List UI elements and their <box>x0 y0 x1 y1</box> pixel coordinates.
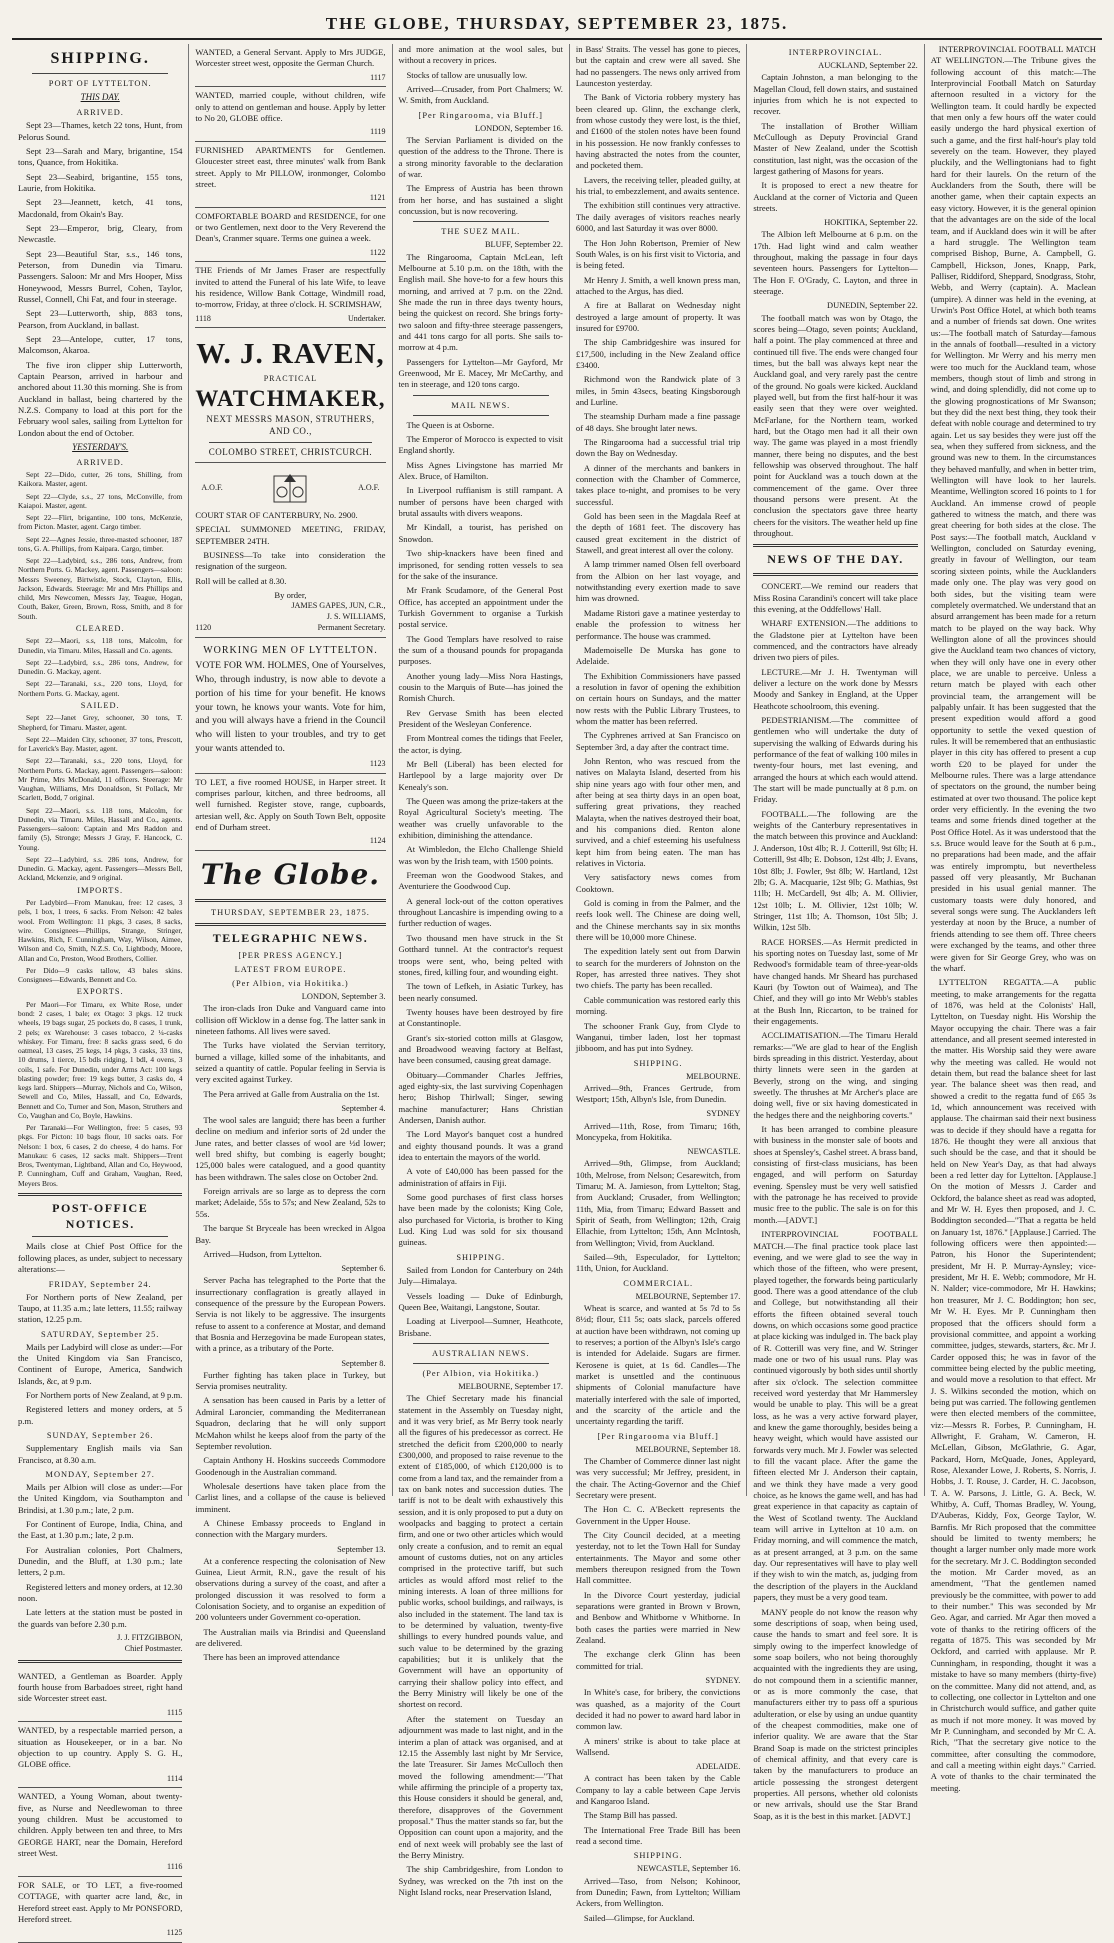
news-paragraph: Mr Kindall, a tourist, has perished on Snowdon. <box>398 522 563 544</box>
news-paragraph: The Ringarooma had a successful trial trip down the Bay on Wednesday. <box>575 437 741 459</box>
po-saturday-text-3: Registered letters and money orders, at 5 p.m. <box>18 1404 183 1426</box>
news-paragraph: Arrived—11th, Rose, from Timaru; 16th, Moncypeka, from Hokitika. <box>575 1120 741 1142</box>
mail-heading: MAIL NEWS. <box>451 400 511 410</box>
ad-text: WANTED, by a respectable married person, a situation as Housekeeper, or in a bar. No objection to up country. Apply S. G. H., GLOBE office. <box>18 1725 183 1770</box>
news-paragraph: The barque St Bryceale has been wrecked in Algoa Bay. <box>195 1223 386 1245</box>
news-paragraph: Mademoiselle De Murska has gone to Adelaide. <box>575 644 741 667</box>
news-paragraph: The Empress of Austria has been thrown from her horse, and has sustained a slight concussion, but is now recovering. <box>398 183 563 216</box>
ad-number: 1125 <box>166 1928 183 1938</box>
news-paragraph: It is proposed to erect a new theatre for Auckland at the corner of Victoria and Queen streets. <box>753 180 918 213</box>
aof-title: COURT STAR OF CANTERBURY, No. 2900. <box>195 510 358 521</box>
news-paragraph: Foreign arrivals are so large as to depress the corn market; Adelaide, 55s to 57s; and New Zealand, 52s to 55s. <box>195 1186 386 1219</box>
aus-per: (Per Albion, via Hokitika.) <box>422 1369 539 1378</box>
news-paragraph: FOOTBALL.—The following are the weights of the Canterbury representatives in the match between this province and Auckland: J. Anderson, 10st 4lb; R. J. Cotterill, 9st 6lb; H. Cotterill, 9st 4lb; E. Dobson, 12st 4lb; J. Evans, 10st 8lb; J. Fowler, 9st 8lb; W. Hartland, 12st 2lb; G. A. Macquarie, 12st 9lb; G. Mathias, 9st 11lb; H. McCardell, 9st 4lb; A. M. Ollivier, 12st 10lb; L. M. Ollivier, 12st 10lb; W. Stringer, 11st 1lb; A. Thomson, 10st 5lb; J. Wilkin, 12st 5lb. <box>753 808 918 933</box>
news-paragraph: MANY people do not know the reason why some descriptions of soap, when being used, cause the hands to smart and feel sore. It is simply owing to the imperfect knowledge of some soap boilers, who not being thoroughly acquainted with the ingredients they are using, do not compound them in a scientific manner, or as is more commonly the case, that manufacturers either try to pass off a spurious adulteration, or else by using an undue quantity of the cheapest commodities, make one of inferior quality. We are aware that the Star Brand Soap is made on the strictest principles of chemical affinity, and that every care is taken by the manufacturers to produce an article possessing the strongest detergent properties. All persons, whether old colonists or new arrivals, should use the Star Brand Soap, as it is the best in this market. [ADVT.] <box>753 1606 918 1821</box>
arrived-label: ARRIVED. <box>76 108 124 118</box>
dateline: DUNEDIN, September 22. <box>827 301 918 311</box>
news-paragraph: The ship Cambridgeshire was insured for £17,500, including in the New Zealand office £3400. <box>575 337 741 370</box>
y-arrived-label: ARRIVED. <box>76 457 124 467</box>
news-paragraph: Very satisfactory news comes from Cooktown. <box>575 872 741 894</box>
raven-line-2: AND CO., <box>269 426 312 437</box>
news-paragraph: Vessels loading — Duke of Edinburgh, Queen Bee, Waitangi, Langstone, Soutar. <box>398 1290 563 1312</box>
news-paragraph: The Servian Parliament is divided on the question of the address to the Throne. There is a strong minority favorable to the declaration of war. <box>398 134 563 179</box>
news-paragraph: A dinner of the merchants and bankers in connection with the Chamber of Commerce, takes place to-night, and promises to be very successful. <box>575 462 741 507</box>
news-paragraph: in Bass' Straits. The vessel has gone to pieces, but the captain and crew were all saved. She had no passengers. The news only arrived from Launceston yesterday. <box>575 44 741 89</box>
po-intro: Mails close at Chief Post Office for the following places, as under, subject to necessary alterations:— <box>18 1241 183 1275</box>
news-paragraph: A Chinese Embassy proceeds to England in connection with the Margary murders. <box>195 1517 386 1540</box>
ad-text: COMFORTABLE BOARD and RESIDENCE, for one or two Gentlemen, next door to the Very Reverend the Dean's, Cranmer square. Terms one guinea a week. <box>195 210 386 244</box>
masthead-title: THE GLOBE, THURSDAY, SEPTEMBER 23, 1875. <box>325 14 789 33</box>
shipping-subheading: SHIPPING. <box>456 1252 506 1262</box>
ad-text: WANTED, married couple, without children, wife only to attend on gentleman and house. Apply by letter to No 20, GLOBE office. <box>195 90 386 123</box>
sailed-label: SAILED. <box>80 700 120 710</box>
news-paragraph: LYTTELTON REGATTA.—A public meeting, to make arrangements for the regatta of 1876, was held at the Colonists' Hall, Lyttelton, on Tuesday night. His Worship the Mayor occupying the chair. There was a fair attendance, and all present seemed interested in the matter. His Worship said they were aware why the meeting was called. He would not detain them, but read the balance sheet for last year. The balance sheet was then read, and showed a credit to the regatta fund of £65 3s 1d, which announcement was received with applause. The chairman said their next business was to decide if they should have a regatta for 1876. He thought they were all anxious that such should be the case, and that it should be held on New Year's Day, as that had always been a red letter day for Lyttelton. [Applause.] On the motion of Messrs J. Carder and Ockford, the balance sheet as read was adopted, and Mr W. H. Eyes then proposed, and J. C. Boddington seconded—"That a regatta be held on January 1st, 1876." [Applause.] Carried. The following officers were then appointed:—Patron, his Honor the Superintendent; president, Mr H. P. Murray-Aynsley; vice-president, Mr H. E. Webb; commodore, Mr H. N. Nalder; vice-commodore, Mr H. Hawkins; hon treasurer, Mr J. C. Boddington; hon sec, Mr W. H. Eyes. Mr P. Cunningham then proposed that the officers should form a provisional committee, and appoint a working committee, judges, stewards, starters, &c. Mr J. Carder opposed this; he was in favor of the committee being elected by the public meeting, and would move a resolution to that effect. Mr J. S. Wilkins seconded the motion, which on being put was carried. The following gentlemen were then elected members of the committee, viz:—Messrs R. Forbes, P. Cunningham, H. Allwright, F. Graham, W. Cameron, H. McLellan, Gibson, McGlathrie, G. Agar, Packard, Horn, McQuade, Jones, Appleyard, Rose, Alexander Lowe, J. Roberts, S. Norris, J. Hobbs, J. T. Rouse, J. Carder, H. C. Jacobson, T. A. W. Parsons, J. Little, G. A. Beck, W. Whitby, A. Cuff, Thomas Bradley, W. Young, D'Auberas, Kiddy, Fox, George Taylor, W. Barnfis. Mr Rich proposed that the committee should be limited to twenty members; he thought a larger number only made more work for the secretary. Mr J. C. Boddington seconded the motion. Mr Carder moved, as an amendment, "That the gentlemen named previously be the committee, with power to add to their number." This was seconded by Mr Geo. Agar, and carried. Mr Agar then moved a vote of thanks to the retiring officers of the regatta of 1875. This was seconded by Mr Ockford, and carried with applause. Mr P. Cunningham, in responding, thought it was a mistake to have so many members (thirty-five) on the committee. Many did not attend, and, as to collecting, one collector in Lyttelton and one in Christchurch would suffice, and gather quite as much if not more money. It was moved by Mr P. Cunningham, and seconded by Mr C. A. Rich, "That the secretary give notice to the committee, after consulting the commodore, and call a meeting within eight days." Carried. A vote of thanks to the chair terminated the meeting. <box>930 977 1096 1793</box>
dateline: NEWCASTLE. <box>687 1147 741 1157</box>
news-paragraph: Mr Frank Scudamore, of the General Post Office, has accepted an appointment under the Turkish Government to organise a Turkish postal service. <box>398 585 563 630</box>
news-paragraph: Mr Bell (Liberal) has been elected for Hartlepool by a large majority over Dr Kenealy's son. <box>398 759 563 792</box>
y-arrival-item: Sept 22—Flirt, brigantine, 100 tons, McKenzie, from Picton. Master, agent. Cargo timber. <box>18 513 183 532</box>
dateline: September 8. <box>341 1358 386 1368</box>
arrival-item: Sept 23—Emperor, brig, Cleary, from Newcastle. <box>18 222 183 245</box>
news-paragraph: Captain Anthony H. Hoskins succeeds Commodore Goodenough in the Australian command. <box>195 1455 386 1477</box>
news-paragraph: A lamp trimmer named Olsen fell overboard from the Albion on her last voyage, and notwithstanding every exertion made to save him was drowned. <box>575 559 741 604</box>
news-paragraph: Another young lady—Miss Nora Hastings, cousin to the Marquis of Bute—has joined the Romish Church. <box>398 670 563 704</box>
aof-by-order: By order, <box>274 590 307 601</box>
cleared-item: Sept 22—Maori, s.s, 118 tons, Malcolm, for Dunedin, via Timaru. Miles, Hassall and Co. agents. <box>18 636 183 655</box>
ad-number: 1116 <box>167 1862 183 1872</box>
news-paragraph: Further fighting has taken place in Turkey, but Servia promises neutrality. <box>195 1369 386 1392</box>
press-agency: [PER PRESS AGENCY.] <box>238 950 343 960</box>
news-paragraph: The Pera arrived at Galle from Australia on the 1st. <box>203 1088 380 1099</box>
aof-roll: Roll will be called at 8.30. <box>195 575 287 586</box>
dateline: September 4. <box>341 1103 386 1113</box>
news-paragraph: ACCLIMATISATION.—The Timaru Herald remarks:—"We are glad to hear of the English birds spreading in this district. Yesterday, about thirty linnets were seen in the garden at Beverly, strong on the wing, and singing sweetly. The thrushes at Mr Archer's place are doing well, five or six having domesticated in the hedges there and the neighboring coverts." <box>753 1030 918 1120</box>
this-day-heading: THIS DAY. <box>80 92 120 103</box>
shipping-heading: SHIPPING. <box>50 50 150 67</box>
news-paragraph: In Liverpool ruffianism is still rampant. A number of persons have been charged with brutal assaults with divers weapons. <box>398 485 563 519</box>
po-saturday: SATURDAY, September 25. <box>41 1329 160 1339</box>
news-paragraph: Obituary—Commander Charles Jeffries, aged eighty-six, the last surviving Copenhagen hero; Bishop Thirlwall; Singer, sewing machine manufacturer; Hans Christian Andersen, Danish author. <box>398 1069 563 1125</box>
aof-number: 1120 <box>195 623 212 633</box>
arrival-item: Sept 23—Lutterworth, ship, 883 tons, Pearson, from Auckland, in ballast. <box>18 308 183 330</box>
news-paragraph: INTERPROVINCIAL FOOTBALL MATCH.—The final practice took place last evening, and we were glad to see the way in which those of the fifteen, who were present, played together, the forwards being particularly good. There was a good attendance of the club and College, but notwithstanding all their efforts the fifteen obtained several touch downs, on which occasions some good practice at place kicking was indulged in. The back play of R. Cotterill was very fine, and W. Stringer made one or two of his usual runs. Play was continued vigorously by both sides until shortly after six o'clock. The selection committee received word yesterday that Mr Hammersley would be unable to play. This will be a great loss, as he was a very active forward player, and knew the game thoroughly, besides being a heavy weight, which would have assisted our forwards very much. Mr J. Fowler was selected to fill the vacant place. After the game the fifteen elected Mr J. Anderson their captain, and we think they have made a very good choice, as he knows the game well, and has had great experience in that capacity as captain of the West of Scotland twenty. The Auckland team will arrive in Lyttelton at 10 a.m. on Friday morning, and will commence the match, as at present arranged, at 3 p.m. on the same day. Our representatives will have to play well if they wish to win the match, as, judging from the description of the players in the Auckland papers, they must be a very good team. <box>753 1229 918 1603</box>
news-paragraph: Gold has been seen in the Magdala Reef at the depth of 1681 feet. The discovery has caused great excitement in the district of Stawell, and great interest all over the colony. <box>575 511 741 556</box>
classified-ad <box>195 142 385 208</box>
arrival-item: Sept 23—Beautiful Star, s.s., 146 tons, Peterson, from Dunedin via Timaru. Passengers. Saloon: Mr and Mrs Hooper, Miss Honeywood, Messrs Burrel, Cohen, Taylor, Russel, Connell, Chi Fat, and four in steerage. <box>18 248 183 304</box>
sailed-item: Sept 22—Taranaki, s.s., 220 tons, Lloyd, for Northern Ports. G. Mackay, agent. Passengers—saloon: Mr Prime, Mrs McDonald, 11 officers. Steerage: Mr Vaughan, Williams, Mrs Donaldson, St Pollack, Mr Scarlett, Bodd, 7 original. <box>18 756 183 803</box>
news-paragraph: Richmond won the Randwick plate of 3 miles, in 5min 43secs, beating Kingsborough and Lurline. <box>575 374 741 407</box>
news-paragraph: Some good purchases of first class horses have been made by the colonists; King Cole, also purchased for Victoria, is brother to King Lud. King Lud was sold for six thousand guineas. <box>398 1192 563 1248</box>
news-paragraph: At a conference respecting the colonisation of New Guinea, Lieut Armit, R.N., gave the result of his observations during a survey of the coast, and after a prolonged discussion it was resolved to form a Colonisation Society, and to organise an expedition of 200 volunteers under Government co-operation. <box>195 1555 386 1623</box>
shipping-subheading: SHIPPING. <box>633 1851 683 1861</box>
sailed-item: Sept 22—Maori, s.s. 118 tons, Malcolm, for Dunedin, via Timaru. Miles, Hassall and Co., agents. Passengers—saloon: Captain and Mrs Raddon and family (5), Stronge; Messrs J Gray, F. Hancock, C. Young. <box>18 805 183 852</box>
globe-title: The Globe. <box>200 857 381 891</box>
news-paragraph: Mr Henry J. Smith, a well known press man, attached to the Argus, has died. <box>575 274 741 296</box>
ad-number: 1122 <box>369 247 386 257</box>
commercial-heading: COMMERCIAL. <box>623 1278 694 1288</box>
news-paragraph: The Queen is at Osborne. <box>406 419 495 430</box>
per-albion: (Per Albion, via Hokitika.) <box>232 979 349 989</box>
news-paragraph: John Renton, who was rescued from the natives on Malayta Island, deserted from his ship nine years ago with four other men, and after being at sea thirty days in an open boat, suffering great privations, they reached Malayta, when the natives destroyed their boat, and his companions died. Renton alone survived, and a chief esteeming his usefulness kept him from being eaten. The man has relatives in Victoria. <box>575 755 741 869</box>
news-paragraph: CONCERT.—We remind our readers that Miss Rosina Carandini's concert will take place this evening, at the Oddfellows' Hall. <box>753 581 918 614</box>
ringarooma-label: [Per Ringarooma via Bluff.] <box>597 1431 719 1441</box>
news-paragraph: From Montreal comes the tidings that Feeler, the actor, is dying. <box>398 733 563 755</box>
po-monday-text: Mails per Albion will close as under:—For the United Kingdom, via Southampton and Brindisi, at 1.30 p.m.; late, 2 p.m. <box>18 1482 183 1515</box>
cleared-item: Sept 22—Taranaki, s.s., 220 tons, Lloyd, for Northern Ports. G. Mackay, agent. <box>18 679 183 698</box>
news-paragraph: Passengers for Lyttelton—Mr Gayford, Mr Greenwood, Mr E. Macey, Mr McCarthy, and ten in steerage, and 120 tons cargo. <box>398 356 563 390</box>
news-paragraph: Lavers, the receiving teller, pleaded guilty, at his trial, to embezzlement, and awaits sentence. <box>575 174 741 197</box>
dateline: LONDON, September 16. <box>475 123 563 133</box>
news-paragraph: PEDESTRIANISM.—The committee of gentlemen who will undertake the duty of supervising the walking of Edwards during his performance of the feat of walking 100 miles in twenty-four hours, met last evening, and arranged the hours at which each would attend. The start will be made punctually at 8 p.m. on Friday. <box>753 715 918 805</box>
news-paragraph: Arrived—Crusader, from Port Chalmers; W. W. Smith, from Auckland. <box>398 84 563 106</box>
news-paragraph: The Chamber of Commerce dinner last night was very successful; Mr Jeffrey, president, in the chair. The Acting-Governor and the Chief Secretary were present. <box>575 1455 741 1500</box>
news-paragraph: Miss Agnes Livingstone has married Mr Alex. Bruce, of Hamilton. <box>398 459 563 482</box>
sailed-item: Sept 22—Ladybird, s.s. 286 tons, Andrew, for Dunedin. G. Mackay, agent. Passengers—Messrs Bell, Ackland, Mckenzie, and 9 original. <box>18 854 183 883</box>
news-paragraph: Loading at Liverpool—Sumner, Heathcote, Brisbane. <box>398 1316 563 1338</box>
exports-text: Per Maori—For Timaru, ex White Rose, under bond: 2 cases, 1 bale; ex Otago: 3 pkgs. 12 truck wheels, 19 bags sugar, 25 pockets do, 8 cases, 1 trunk, 2 pels; ex Warehouse: 3 cases tobacco, 2 ¼-casks whiskey. For Timaru, free: 8 sacks grass seed, 6 do oatmeal, 13 cases, 25 kegs, 14 pkgs, 3 casks, 33 tins, 10 drums, 1 tierce, 15 bdls ridging, 1 bdl, 4 ovens, 3 coils, 1 safe. For Dunedin, under Arms Act: 100 kegs blasting powder; free: 19 kegs butter, 3 casks do, 4 kegs lard. Shippers—Murray, Nichols and Co, Wilson, Sewell and Co, Miles, Hassall, and Co, Edwards, Bennett and Co, Turner and Son, Mason, Struthers and Co, Vaughan and Co, Boyle, Hawkins. <box>18 999 183 1120</box>
ad-number: 1119 <box>370 127 386 137</box>
to-let-ad <box>195 774 385 851</box>
dateline: MELBOURNE, September 17. <box>635 1291 741 1301</box>
port-heading: PORT OF LYTTELTON. <box>48 79 152 89</box>
news-paragraph: The Chief Secretary made his financial statement in the Assembly on Tuesday night, and it was very brief, as Mr Berry took nearly all the figures of his predecessor as correct. He stretched the deficit from £200,000 to nearly £300,000, and proposed to raise revenue to the extent of £185,000, of which £120,000 is to come from a land tax, and the remainder from a tax on bank notes and succession duties. The tariff is not to be dealt with exhaustively this session, and it is only proposed to put a duty on woolpacks and bagging to protect a certain firm, and one or two other articles which would only create a confusion, and to remit an equal amount of customs duties, not on any articles comprised in the protective tariff, but such articles as would afford most relief to the mining interests. A loan of three millions for public works, school buildings, and railways, is also included in the statement. The land tax is to be determined by valuation, twenty-five shillings to every hundred pounds value, and such value to be determined by the grazing capabilities; but it is unlikely that the Government will have an opportunity of carrying their shallow policy into effect, and the Berry Ministry will likely be one of the shortest on record. <box>398 1393 563 1710</box>
news-paragraph: The Cyphrenes arrived at San Francisco on September 3rd, a day after the contract time. <box>575 730 741 752</box>
classified-ad <box>195 87 385 142</box>
news-paragraph: Twenty houses have been destroyed by fire at Constantinople. <box>398 1006 563 1029</box>
aof-business: BUSINESS—To take into consideration the resignation of the surgeon. <box>195 550 386 572</box>
ad-text: THE Friends of Mr James Fraser are respectfully invited to attend the Funeral of his late Wife, to leave his residence, Willow Bank Cottage, Windmill road, to-morrow, Friday, at three o'clock. H. SCRIMSHAW, <box>195 265 386 310</box>
exports-label: EXPORTS. <box>76 987 124 997</box>
news-paragraph: The exchange clerk Glinn has been committed for trial. <box>575 1649 741 1671</box>
ad-number: 1115 <box>167 1707 183 1717</box>
column-4 <box>570 44 747 1923</box>
column-2 <box>189 44 392 1663</box>
news-paragraph: The City Council decided, at a meeting yesterday, not to let the Town Hall for Sunday entertainments. The Mayor and some other members thereupon resigned from the Town Hall committee. <box>575 1529 741 1586</box>
news-paragraph: The Albion left Melbourne at 6 p.m. on the 17th. Had light wind and calm weather throughout, making the passage in four days seventeen hours. Passengers for Lyttelton—The Hon F. O'Grady, C. Layton, and three in steerage. <box>753 229 918 297</box>
classified-ad <box>195 208 385 263</box>
interprovincial-heading: INTERPROVINCIAL. <box>788 48 883 57</box>
australian-heading: AUSTRALIAN NEWS. <box>432 1348 530 1358</box>
news-paragraph: The Stamp Bill has passed. <box>583 1810 678 1821</box>
news-paragraph: The football match was won by Otago, the scores being—Otago, seven points; Auckland, half a point. The play commenced at three and continued till five. The ends were changed four times, but the ball was always kept near the Auckland goal, and very rarely past the centre of the ground. No goals were kicked. Auckland played well, but from the first half-hour it was easily seen that they were over weighted. McFarlane, for the Northern team, worked hard, but the Otago men had it all their own way. The game was played in a most friendly manner, there being no disputes, and the best fellowship was observed throughout. The half point for Auckland was a touch down at the commencement of the game. Over three thousand persons were present. At the conclusion the spectators gave three hearty cheers for the visitors. The weather held up fine throughout. <box>753 312 918 539</box>
news-paragraph: A contract has been taken by the Cable Company to lay a cable between Cape Jervis and Kangaroo Island. <box>575 1773 741 1806</box>
aof-officer-title: Permanent Secretary. <box>317 623 386 633</box>
aof-meeting: SPECIAL SUMMONED MEETING, FRIDAY, SEPTEMBER 24TH. <box>195 524 386 546</box>
po-saturday-text: Mails per Ladybird will close as under:—For the United Kingdom via San Francisco, Continent of Europe, America, Sandwich Islands, &c, at 9 p.m. <box>18 1341 183 1386</box>
imports-text: Per Ladybird—From Manukau, free: 12 cases, 3 pels, 1 box, 1 trees, 6 sacks. From Nelson: 42 bales wool. From Wellington: 11 pkgs, 3 cases, 8 sacks, wire. Consignees—Phillips, Strange, Stringer, Hawkins, Rich, F. Cunningham, Way, Wilson, Aimee, Wilson and Co, Smith, N.Z.S. Co, Lightbody, Moore, Allan and Co, Preston, Wood Brothers, Collier. <box>18 898 183 963</box>
news-paragraph: A sensation has been caused in Paris by a letter of Admiral Laroncier, commanding the Mediterranean Squadron, declaring that he will only support McMahon whilst he keeps aloof from the party of the September revolution. <box>195 1395 386 1451</box>
ad-number: 1117 <box>370 72 386 82</box>
news-paragraph: The Emperor of Morocco is expected to visit England shortly. <box>398 434 563 456</box>
news-paragraph: Arrived—9th, Frances Gertrude, from Westport; 15th, Albyn's Isle, from Dunedin. <box>575 1082 741 1105</box>
news-paragraph: The Good Templars have resolved to raise the sum of a thousand pounds for propaganda purposes. <box>398 633 563 667</box>
classified-ad <box>18 1877 182 1943</box>
dateline: NEWCASTLE, September 16. <box>637 1864 741 1874</box>
po-sunday: SUNDAY, September 26. <box>46 1431 154 1441</box>
news-paragraph: Server Pacha has telegraphed to the Porte that the insurrectionary conflagration is greatly allayed in consequence of the pressure by the European Powers. Servia is not likely to be aggressive. The insurgents refuse to assent to a conference at Mostar, and demand that Bosnia and Herzegovina be made European states, with a prince, as a tributary of the Porte. <box>195 1275 386 1354</box>
shipping-subheading: SHIPPING. <box>633 1058 683 1068</box>
dateline: SYDNEY. <box>705 1676 741 1686</box>
holmes-text: VOTE FOR WM. HOLMES, One of Yourselves, Who, through industry, is now able to devote a portion of his time for your benefit. He knows your town, he knows your wants. Vote for him, and you will always have a friend in the Council who will listen to your troubles, and try to get your wants attended to. <box>195 659 386 755</box>
news-paragraph: It has been arranged to combine pleasure with business in the monster sale of boots and shoes at Spensley's, Cashel street. A brass band, consisting of first-class musicians, has been engaged, and will perform on Saturday evening. Spensley must be very well satisfied with the patronage he has received to provide music free to the public. The sale is on for this month.—[ADVT.] <box>753 1124 918 1225</box>
dateline: September 13. <box>337 1544 386 1554</box>
news-paragraph: The town of Lefkeh, in Asiatic Turkey, has been nearly consumed. <box>398 981 563 1003</box>
y-arrival-item: Sept 22—Dido, cutter, 26 tons, Shilling, from Kaikora. Master, agent. <box>18 470 183 489</box>
raven-line-3: COLOMBO STREET, CHRISTCURCH. <box>208 447 373 458</box>
dateline: MELBOURNE. <box>686 1071 741 1081</box>
news-paragraph: The Hon C. C. A'Beckett represents the Government in the Upper House. <box>575 1504 741 1526</box>
raven-trade: WATCHMAKER, <box>195 386 386 412</box>
news-paragraph: Arrived—Hudson, from Lyttelton. <box>203 1248 322 1259</box>
news-paragraph: A miners' strike is about to take place at Wallsend. <box>575 1735 741 1757</box>
news-paragraph: The schooner Frank Guy, from Clyde to Wanganui, timber laden, lost her topmast jibboom, and has put into Sydney. <box>575 1020 741 1054</box>
globe-date: THURSDAY, SEPTEMBER 23, 1875. <box>211 907 370 917</box>
po-monday-text-4: Registered letters and money orders, at 12.30 noon. <box>18 1581 183 1604</box>
y-arrival-item: Sept 22—Clyde, s.s., 27 tons, McConville, from Kaiapoi. Master, agent. <box>18 491 183 510</box>
news-paragraph: Gold is coming in from the Palmer, and the reefs look well. The Chinese are doing well, and the Chinese merchants say in six months there will be 10,000 more Chinese. <box>575 898 741 943</box>
yesterday-heading: YESTERDAY'S. <box>72 442 129 453</box>
imports-text-2: Per Dido—9 casks tallow, 43 bales skins. Consignees—Edwards, Bennett and Co. <box>18 965 183 985</box>
news-of-the-day-heading: NEWS OF THE DAY. <box>767 552 904 567</box>
news-paragraph: At Wimbledon, the Elcho Challenge Shield was won by the Irish team, with 1500 points. <box>398 844 563 866</box>
raven-name: W. J. RAVEN, <box>196 338 385 371</box>
ad-text: WANTED, a Young Woman, about twenty-five, as Nurse and Needlewoman to three young children. Must be accustomed to children. Apply between ten and three, to Mrs GEORGE HART, near the Domain, Hereford street West. <box>18 1791 183 1859</box>
news-paragraph: WHARF EXTENSION.—The additions to the Gladstone pier at Lyttelton have been commenced, and the contractors have already driven two piers of piles. <box>753 618 918 663</box>
news-paragraph: LECTURE.—Mr J. H. Twentyman will deliver a lecture on the work done by Messrs Moody and Sankey in England, at the Upper Heathcote schoolroom, this evening. <box>753 666 918 711</box>
po-friday-text: For Northern ports of New Zealand, per Taupo, at 11.35 a.m.; late letters, 11.55; railway station, 12.25 p.m. <box>18 1291 183 1325</box>
news-paragraph: The steamship Durham made a fine passage of 48 days. She brought later news. <box>575 411 741 433</box>
po-sunday-text: Supplementary English mails via San Francisco, at 8.30 a.m. <box>18 1443 183 1465</box>
po-friday: FRIDAY, September 24. <box>48 1279 152 1289</box>
news-paragraph: Madame Ristori gave a matinee yesterday to enable the profession to witness her performance. The house was crammed. <box>575 607 741 641</box>
news-paragraph: The Lord Mayor's banquet cost a hundred and eighty thousand pounds. It was a grand idea to entertain the mayors of the world. <box>398 1129 563 1162</box>
raven-practical: PRACTICAL <box>263 373 318 383</box>
po-monday-text-2: For Continent of Europe, India, China, and the East, at 1.30 p.m.; late, 2 p.m. <box>18 1519 183 1541</box>
aof-officer-2: J. S. WILLIAMS, <box>326 612 386 622</box>
po-monday-text-5: Late letters at the station must be posted in the guards van before 2.30 p.m. <box>18 1607 183 1629</box>
y-arrival-item: Sept 22—Agnes Jessie, three-masted schooner, 187 tons, G. A. Phillips, from Kaipara. Cargo, timber. <box>18 534 183 553</box>
news-paragraph: Captain Johnston, a man belonging to the Magellan Cloud, fell down stairs, and sustained injuries from which he is not expected to recover. <box>753 72 918 117</box>
news-paragraph: Arrived—9th, Glimpse, from Auckland; 10th, Melrose, from Nelson; Cesarewitch, from Timaru; M. A. Jamieson, from Lyttelton; Stag, from Auckland; Crusader, from Wellington; 11th, Mia, from Timaru; Edward Bassett and Spirit of Seath, from Wellington; 12th, Craig Ellachie, from Lyttelton; 15th, Ann McIntosh, from Wellington; Vivid, from Auckland. <box>575 1158 741 1248</box>
news-paragraph: Freeman won the Goodwood Stakes, and Aventuriere the Goodwood Cup. <box>398 870 563 892</box>
dateline: BLUFF, September 22. <box>484 240 563 250</box>
po-monday: MONDAY, September 27. <box>45 1469 155 1479</box>
classified-ad <box>195 44 385 87</box>
suez-heading: THE SUEZ MAIL. <box>441 227 521 237</box>
news-paragraph: Cable communication was restored early this morning. <box>575 994 741 1017</box>
aof-notice <box>195 463 385 638</box>
ad-text: WANTED, a Gentleman as Boarder. Apply fourth house from Barbadoes street, right hand side Worcester street east. <box>18 1670 183 1704</box>
news-paragraph: Two ship-knackers have been fined and imprisoned, for sending rotten vessels to sea for the sake of the insurance. <box>398 548 563 581</box>
classified-ad <box>18 1668 182 1723</box>
news-paragraph: A general lock-out of the cotton operatives throughout Lancashire is impending owing to a further reduction of wages. <box>398 895 563 929</box>
news-paragraph: The Hon John Robertson, Premier of New South Wales, is on his first visit to Victoria, and is being feted. <box>575 237 741 271</box>
holmes-ad <box>195 638 385 774</box>
news-paragraph: RACE HORSES.—As Hermit predicted in his sporting notes on Tuesday last, some of Mr Redwood's formidable team of three-year-olds have changed hands. Mr Sheard has purchased Kauri (by Towton out of Waimea), and The Chief, and they will go into Mr Webb's stables at the Bush Inn, Riccarton, to be trained for their engagements. <box>753 936 918 1026</box>
dateline: MELBOURNE, September 18. <box>635 1444 741 1454</box>
exports-text-2: Per Taranaki—For Wellington, free: 5 cases, 93 pkgs. For Picton: 10 bags flour, 10 sacks oats. For Nelson: 1 box, 6 cases, 2 do cheese, 4 do hams. For Manukau: 6 cases, 12 sacks malt. Shippers—Trent Bros, Twentyman, Lightband, Allan and Co, Heywood, P. Cunningham, Cuff and Graham, Vaughan, Reed, Meyers Bros. <box>18 1123 183 1188</box>
news-paragraph: Wheat is scarce, and wanted at 5s 7d to 5s 8½d; flour, £11 5s; oats slack, parcels offered at auction have been withdrawn, not coming up to reserves; a portion of the Albyn's Isle's cargo is intended for Adelaide. Sugars are firmer. Kerosene is quiet, at 1s 6d. Candles—The market is unsettled and the continuous shipments of Colonial manufacture have materially interfered with the sale of imported, and the scarcity of the article and the uncertainty regarding the tariff. <box>575 1302 741 1427</box>
arrival-item: Sept 23—Thames, ketch 22 tons, Hunt, from Pelorus Sound. <box>18 120 183 142</box>
column-3 <box>393 44 570 1897</box>
foresters-emblem-icon <box>268 470 312 506</box>
news-paragraph: Sailed—Glimpse, for Auckland. <box>583 1912 695 1923</box>
funeral-notice <box>195 262 385 328</box>
ad-text: FOR SALE, or TO LET, a five-roomed COTTAGE, with quarter acre land, &c, in Hereford street east. Apply to Mr PONSFORD, Hereford street. <box>18 1879 183 1924</box>
ad-tail: Undertaker. <box>347 313 386 323</box>
news-paragraph: In White's case, for bribery, the convictions was quashed, as a majority of the Court decided it had no power to award hard labor in common law. <box>575 1687 741 1732</box>
news-paragraph: Grant's six-storied cotton mills at Glasgow, and Broadwood weaving factory at Belfast, have been consumed, causing great damage. <box>398 1032 563 1066</box>
y-arrival-item: Sept 22—Ladybird, s.s., 286 tons, Andrew, from Northern Ports. G. Mackey, agent. Passengers—saloon: Messrs Sweeney, Birtwistle, Stock, Clayton, Ellis, Jackson, Edwards. Steerage: Mr and Mrs Phillips and child, Mrs Newcomen, Messrs Jay, Teague, Hogan, Couth, Baker, Green, Brown, Ross, Smith, and 8 for South. <box>18 556 183 621</box>
classified-ad <box>18 1788 182 1877</box>
ad-number: 1121 <box>369 193 386 203</box>
news-paragraph: The International Free Trade Bill has been read a second time. <box>575 1824 741 1847</box>
news-paragraph: The exhibition still continues very attractive. The daily averages of visitors reaches nearly 6000, and last Saturday it was over 8000. <box>575 200 741 234</box>
dateline: HOKITIKA, September 22. <box>824 218 918 228</box>
news-paragraph: A fire at Ballarat on Wednesday night destroyed a large amount of property. It was insured for £9700. <box>575 300 741 333</box>
london-date: LONDON, September 3. <box>301 992 386 1002</box>
news-paragraph: The Ringarooma, Captain McLean, left Melbourne at 5.10 p.m. on the 18th, with the English mail. She hove-to for a few hours this morning, and arrived at 7 p.m. on the 22nd. She made the run in three days twenty hours, being the quickest on record. She brings forty-two saloon and fifty-three steerage passengers, and 441 tons cargo for all ports. She sails to-morrow at 4 p.m. <box>398 251 563 353</box>
arrival-item: Sept 23—Jeannett, ketch, 41 tons, Macdonald, from Okain's Bay. <box>18 197 183 219</box>
news-paragraph: The Bank of Victoria robbery mystery has been cleared up. Glinn, the exchange clerk, from whose custody they were lost, is the thief, and £1600 of the stolen notes have been found in his possession. He now frankly confesses to having abstracted the notes from the counter, and pocketed them. <box>575 92 741 171</box>
news-paragraph: Wholesale desertions have taken place from the Carlist lines, and a collapse of the cause is believed imminent. <box>195 1480 386 1514</box>
dateline: SYDNEY <box>706 1109 741 1119</box>
news-paragraph: INTERPROVINCIAL FOOTBALL MATCH AT WELLINGTON.—The Tribune gives the following account of this match:—The Interprovincial Football Match on Saturday afternoon resulted in a victory for the Wellington team. It could hardly be expected that men only a few hours off the water could easily undergo the hard physical exertion of such a game, and the first half-hour's play told severely on the team. However, they played pluckily, and the Wellingtonians had to fight hard for their laurels. On the return of the Aucklanders from the South, there will be another game, when their captain expects an easy victory. However, it is the general opinion that the advantages are on the side of the local team, and if Auckland does win it will be after a hard struggle. The Wellington team comprised Bishop, Burne, A. Campbell, G. Campbell, Hickson, Jones, Knapp, Park, Palliser, Riddiford, Sheppard, Snodgrass, Stohr, Webb, and Werry (captain). A. Maclean (umpire). A dinner was held in the evening, at Urwin's Post Office Hotel, at which both teams and a number of friends sat down. One writes us:—The football match of Saturday—famous in the annals of football—resulted in a victory for Wellington. Mr Werry and his merry men were too much for the Auckland team, whose members, though stout of limb and strong in wind, and doing splendidly, did not come up to the glowing prognostications of Mr Swanson; but they did the next best thing, they took their defeat with noble courage and determined to try again. Let us say besides they were just off the sea, when they suffered from sickness, and the ground was new to them. In the circumstances they behaved manfully, and when in better trim, Wellington will have look to her laurels. Meantime, Wellington scored 16 points to 1 for Auckland. An immense crowd of people gathered to witness the match, and there was great cheering for both sides at the close. The Post says:—The football match, Auckland v Wellington, concluded on Saturday evening, greatly in favour of Wellington, our team scoring sixteen points, while the Aucklanders made only one. The play was very good on both sides, but the visiting team were completely overmatched. We understand that an absurd arrangement has been made for a return match to be played on the way back. Why Wellington alone of all the provinces should give the Auckland team two chances of victory, when they will only have one in every other place, we are unable to perceive. Unless a return match be played with each other provincial team, the arrangement will be palpably unfair. It has been suggested that the present expedition would afford a good opportunity to settle the vexed question of rules. It will be remembered that an enthusiastic player in this city has offered to present a cup worth £20 to be played for under the Melbourne rules. There was a large attendance of spectators on the ground, the number being estimated at over two thousand. The police kept order very efficiently. In the evening the two teams and some friends dined together at the Post Office Hotel. As it was understood that the s.s. Bruce would leave for the South at 6 p.m., no preparations had been made, and the affair was entirely impromptu, but nevertheless passed off very pleasantly, Mr Buchanan presided in his usual genial manner. The customary toasts were duly honored, and several songs were sung. The Aucklanders left yesterday at noon by the Bruce, a number of friends attending to see them off. Three cheers were exchanged by the teams, and other three were given for Sir George Grey, who was on the wharf. <box>930 44 1096 973</box>
post-office-heading: POST-OFFICE NOTICES. <box>52 1200 149 1231</box>
dateline: MELBOURNE, September 17. <box>458 1382 563 1392</box>
news-paragraph: In the Divorce Court yesterday, judicial separations were granted in Brown v Brown, and Benbow and Whitborne v Whitborne. In both cases the parties were married in New Zealand. <box>575 1589 741 1646</box>
aof-left: A.O.F. <box>201 482 223 492</box>
po-signature: J. J. FITZGIBBON, <box>117 1633 183 1643</box>
news-paragraph: The Exhibition Commissioners have passed a resolution in favor of opening the exhibition on certain hours on Sundays, and the matter now rests with the Public Library Trustees, to whom the matter has been referred. <box>575 670 741 726</box>
ad-text: WANTED, a General Servant. Apply to Mrs JUDGE, Worcester street west, opposite the German Church. <box>195 47 386 69</box>
imports-label: IMPORTS. <box>77 885 124 895</box>
column-6 <box>925 44 1102 1793</box>
raven-line-1: NEXT MESSRS MASON, STRUTHERS, <box>206 414 375 425</box>
news-paragraph: The ship Cambridgeshire, from London to Sydney, was wrecked on the 7th inst on the Night Island rocks, near Preservation Island, <box>398 1864 563 1897</box>
sailed-item: Sept 22—Janet Grey, schooner, 30 tons, T. Shepherd, for Timaru. Master, agent. <box>18 713 183 732</box>
aof-officer-1: JAMES GAPES, JUN, C.R., <box>291 601 386 611</box>
ad-number: 1118 <box>195 313 211 323</box>
news-paragraph: Arrived—Taso, from Nelson; Kohinoor, from Dunedin; Fawn, from Lyttelton; William Ackers, from Wellington. <box>575 1875 741 1909</box>
ringarooma-label: [Per Ringarooma, via Bluff.] <box>418 110 543 120</box>
news-paragraph: Sailed—9th, Especulador, for Lyttelton; 11th, Union, for Auckland. <box>575 1252 741 1274</box>
po-signature-title: Chief Postmaster. <box>124 1643 183 1653</box>
arrival-item: Sept 23—Antelope, cutter, 17 tons, Malcomson, Akaroa. <box>18 334 183 356</box>
news-paragraph: Rev Gervase Smith has been elected President of the Wesleyan Conference. <box>398 707 563 729</box>
masthead <box>12 10 1102 40</box>
news-paragraph: The installation of Brother William McCullough as Deputy Provincial Grand Master of New Zealand, under the Scottish constitution, last night, was the occasion of the largest gathering of Masons for years. <box>753 120 918 176</box>
cleared-item: Sept 22—Ladybird, s.s., 286 tons, Andrew, for Dunedin. G. Mackay, agent. <box>18 657 183 677</box>
raven-ad <box>195 328 385 463</box>
news-paragraph: Sailed from London for Canterbury on 24th July—Himalaya. <box>398 1264 563 1287</box>
aof-right: A.O.F. <box>358 482 380 492</box>
columns <box>12 44 1102 1938</box>
column-5 <box>747 44 924 1821</box>
news-paragraph: The Australian mails via Brindisi and Queensland are delivered. <box>195 1626 386 1649</box>
news-paragraph: A vote of £40,000 has been passed for the administration of affairs in Fiji. <box>398 1166 563 1188</box>
news-paragraph: There has been an improved attendance <box>203 1652 340 1663</box>
arrival-item: Sept 23—Seabird, brigantine, 155 tons, Laurie, from Hokitika. <box>18 171 183 193</box>
news-paragraph: The wool sales are languid; there has been a further decline on medium and inferior sorts of 2d under the June rates, and better classes of wool are ½d lower; well bred shifty, but combing is eagerly bought; 125,000 bales were catalogued, and a good quantity has been withdrawn. The sales close on October 2nd. <box>195 1115 386 1182</box>
holmes-number: 1123 <box>369 759 386 769</box>
news-paragraph: and more animation at the wool sales, but without a recovery in prices. <box>398 44 563 66</box>
classified-ad <box>18 1722 182 1788</box>
news-paragraph: The Turks have violated the Servian territory, burned a village, killed some of the inhabitants, and seized a quantity of cattle. Popular feeling in Servia is very excited against Turkey. <box>195 1040 386 1085</box>
news-paragraph: Stocks of tallow are unusually low. <box>406 69 528 80</box>
to-let-text: TO LET, a five roomed HOUSE, in Harper street. It comprises parlour, kitchen, and three bedrooms, all well furnished. Register stove, range, cupboards, artesian well, &c. Apply on South Town Belt, opposite end of Durham street. <box>195 776 386 833</box>
telegraphic-heading: TELEGRAPHIC NEWS. <box>212 931 369 946</box>
po-saturday-text-2: For Northern ports of New Zealand, at 9 p.m. <box>26 1390 183 1401</box>
news-paragraph: The Queen was among the prize-takers at the Royal Agricultural Society's meeting. The weather was cruelly unfavorable to the exhibition, diminishing the attendance. <box>398 796 563 841</box>
ad-number: 1114 <box>167 1773 183 1783</box>
news-paragraph: The iron-clads Iron Duke and Vanguard came into collision off Wicklow in a dense fog. The latter sank in nineteen fathoms. All lives were saved. <box>195 1003 386 1036</box>
news-paragraph: After the statement on Tuesday an adjournment was made to last night, and in the interim a plan of attack was organised, and at 12.15 the Assembly last night by Mr Service, the late Treasurer. Sir James McCulloch then moved the following amendment:—"That while affirming the principle of a property tax, this House considers it should be general, and, therefore, disapproves of the Government proposal." Thus the matter stands so far, but the Opposition can count upon a majority, and the end of next week will probably see the last of the Berry Ministry. <box>398 1713 563 1860</box>
news-paragraph: The expedition lately sent out from Darwin to search for the murderers of Johnston on the Roper, has arrested three natives. They shot two chiefs. The party has been recalled. <box>575 946 741 991</box>
sailed-item: Sept 22—Maiden City, schooner, 37 tons, Prescott, for Laverick's Bay. Master, agent. <box>18 734 183 754</box>
dateline: September 6. <box>341 1264 386 1274</box>
latest-europe: LATEST FROM EUROPE. <box>234 964 347 974</box>
ad-text: FURNISHED APARTMENTS for Gentlemen. Gloucester street east, three minutes' walk from Bank street. Apply to Mr PILLOW, ironmonger, Colombo street. <box>195 144 386 189</box>
holmes-heading: WORKING MEN OF LYTTELTON. <box>203 644 378 656</box>
dateline: ADELAIDE. <box>695 1762 741 1772</box>
news-paragraph: Two thousand men have struck in the St Gotthard tunnel. At the contractor's request troops were sent, who, being pelted with stones, fired, killing four, and wounding eight. <box>398 932 563 977</box>
po-monday-text-3: For Australian colonies, Port Chalmers, Dunedin, and the Bluff, at 1.30 p.m.; late letters, 2 p.m. <box>18 1544 183 1578</box>
column-1 <box>12 44 189 1938</box>
dateline: AUCKLAND, September 22. <box>818 61 918 71</box>
arrival-item: Sept 23—Sarah and Mary, brigantine, 154 tons, Quance, from Hokitika. <box>18 145 183 168</box>
lutterworth-note: The five iron clipper ship Lutterworth, Captain Pearson, arrived in harbour and anchored about 11.30 this morning. She is from Auckland in ballast, being chartered by the N.Z.S. Company to load at this port for the February wool sales, sailing from Lyttelton for London about the end of October. <box>18 359 183 438</box>
cleared-label: CLEARED. <box>75 623 125 633</box>
to-let-number: 1124 <box>369 836 386 846</box>
